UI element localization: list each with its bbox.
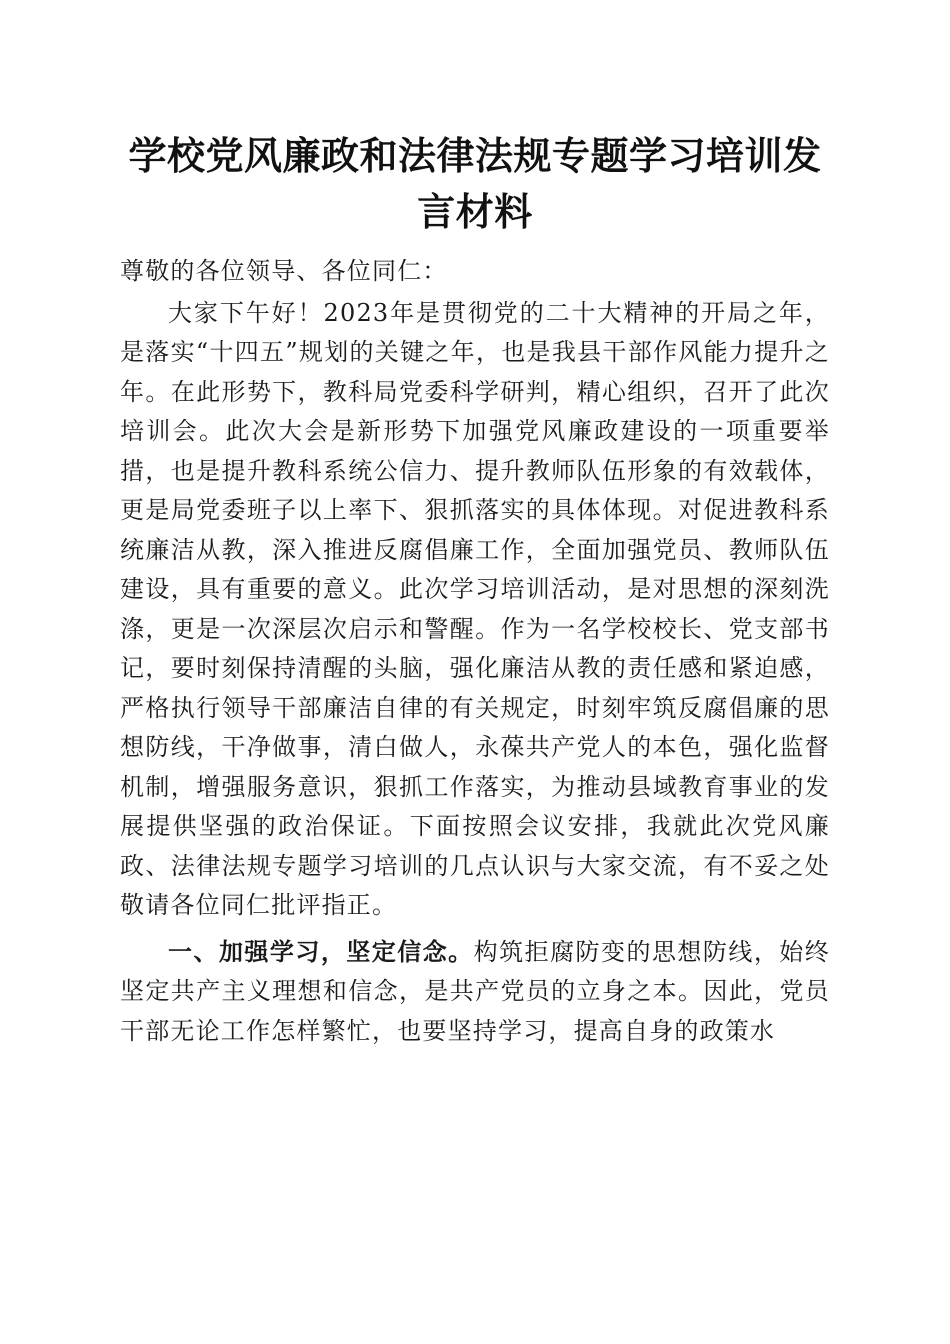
paragraph-section-one <box>120 933 830 1052</box>
salutation: 尊敬的各位领导、各位同仁： <box>120 257 448 285</box>
paragraph-opening <box>120 294 830 926</box>
section-heading: 一、加强学习，坚定信念。 <box>168 937 474 966</box>
document-body <box>120 252 830 1051</box>
paragraph-text: 构筑拒腐防变的思想防线，始终坚定共产主义理想和信念，是共产党员的立身之本。因此，党员干部无论工作怎样繁忙，也要坚持学习，提高自身的政策水 <box>120 937 830 1045</box>
paragraph-text: 大家下午好！2023年是贯彻党的二十大精神的开局之年，是落实“十四五”规划的关键之年，也是我县干部作风能力提升之年。在此形势下，教科局党委科学研判，精心组织，召开了此次培训会。此次大会是新形势下加强党风廉政建设的一项重要举措，也是提升教科系统公信力、提升教师队伍形象的有效载体，更是局党委班子以上率下、狠抓落实的具体体现。对促进教科系统廉洁从教，深入推进反腐倡廉工作，全面加强党员、教师队伍建设，具有重要的意义。此次学习培训活动，是对思想的深刻洗涤，更是一次深层次启示和警醒。作为一名学校校长、党支部书记，要时刻保持清醒的头脑，强化廉洁从教的责任感和紧迫感，严格执行领导干部廉洁自律的有关规定，时刻牢筑反腐倡廉的思想防线，干净做事，清白做人，永葆共产党人的本色，强化监督机制，增强服务意识，狠抓工作落实，为推动县域教育事业的发展提供坚强的政治保证。下面按照会议安排，我就此次党风廉政、法律法规专题学习培训的几点认识与大家交流，有不妥之处敬请各位同仁批评指正。 <box>120 298 830 919</box>
document-title: 学校党风廉政和法律法规专题学习培训发言材料 <box>128 133 822 234</box>
